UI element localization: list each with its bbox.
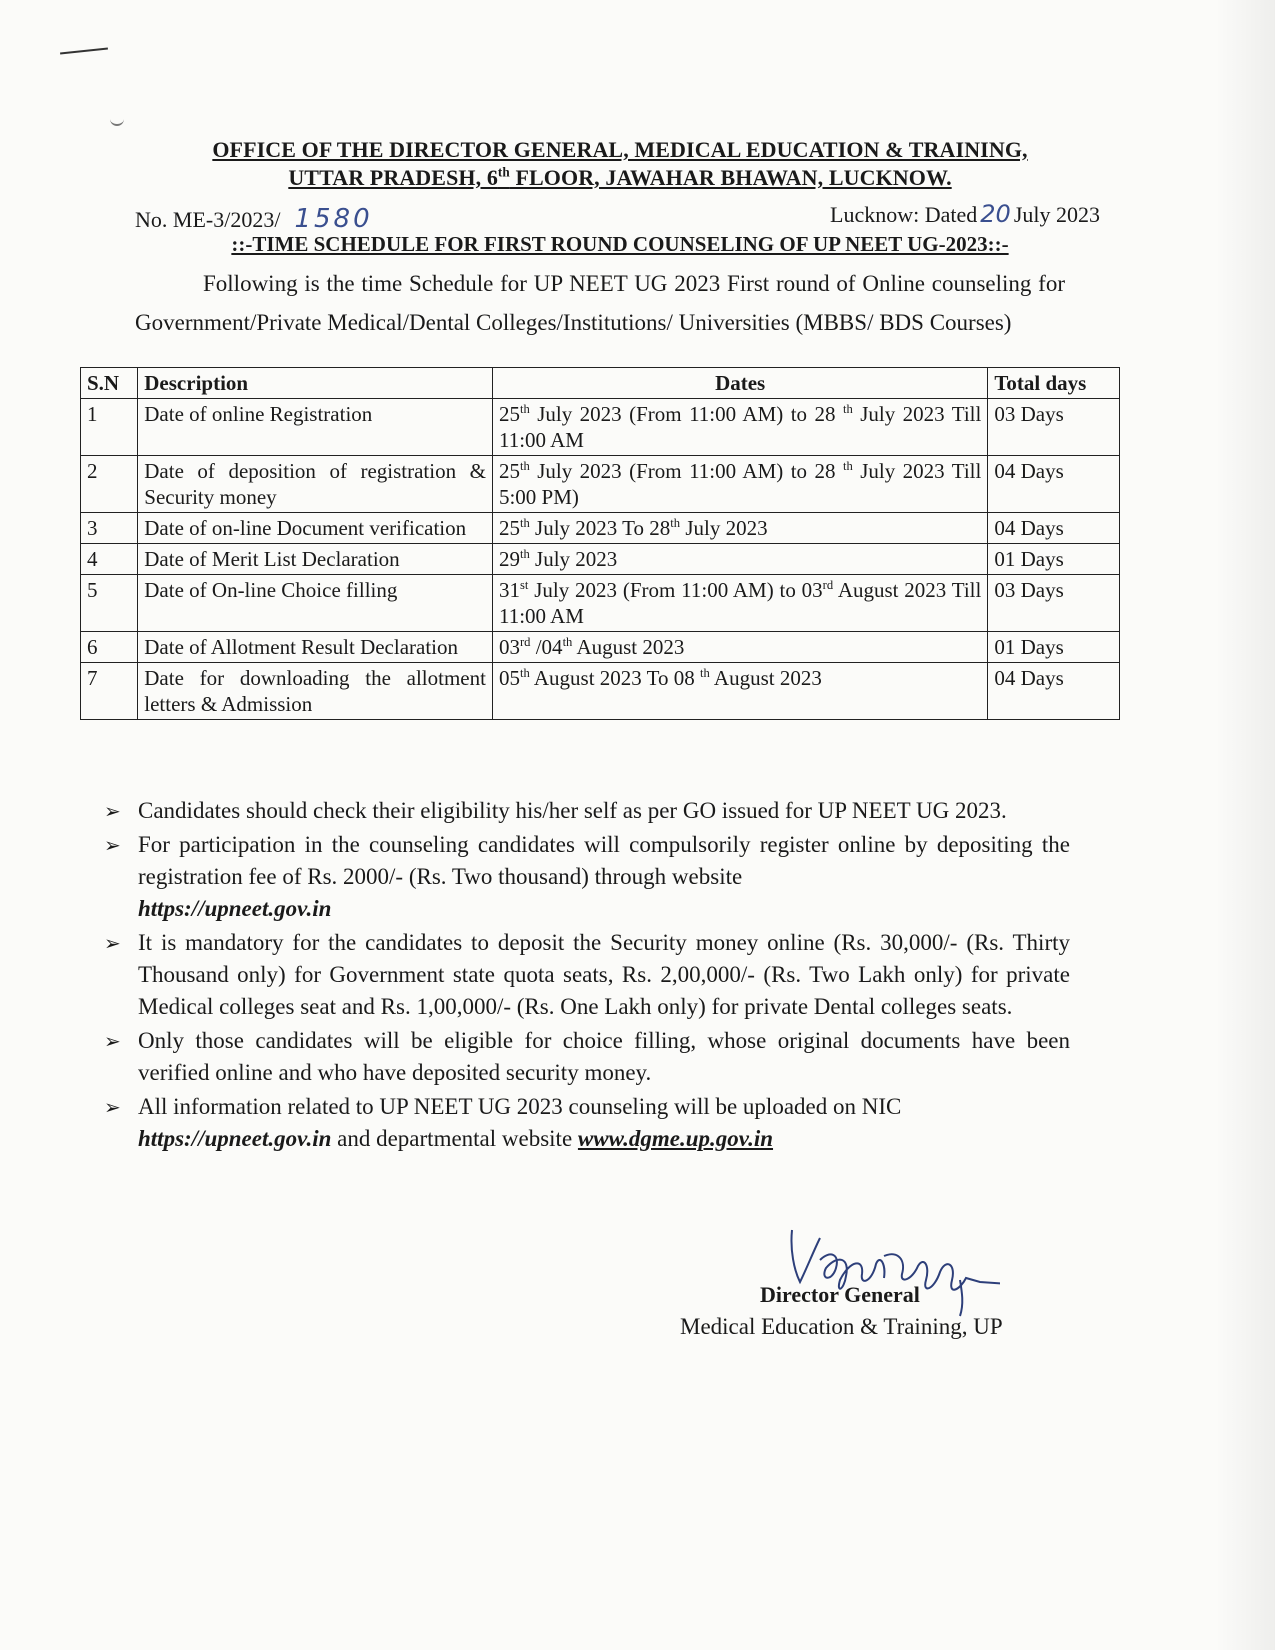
cell-sn: 4 bbox=[81, 544, 138, 575]
date-sup-1: rd bbox=[519, 635, 531, 649]
date-part-2: /04 bbox=[530, 635, 563, 659]
table-row bbox=[81, 513, 1120, 544]
cell-dates bbox=[492, 663, 987, 720]
upneet-link-2[interactable]: https://upneet.gov.in bbox=[138, 1126, 332, 1151]
cell-description: Date of on-line Document verification bbox=[138, 513, 493, 544]
table-row bbox=[81, 544, 1120, 575]
list-item bbox=[100, 927, 1070, 1023]
bullet-1-text: Candidates should check their eligibility his/her self as per GO issued for UP NEET UG 2023. bbox=[138, 798, 1007, 823]
signatory-title: Director General bbox=[760, 1282, 920, 1307]
header-dates: Dates bbox=[492, 368, 987, 399]
arrowhead-bullet-icon: ➢ bbox=[104, 1095, 121, 1119]
date-part-1: 25 bbox=[498, 516, 520, 540]
header-total-days: Total days bbox=[988, 368, 1120, 399]
reference-date-rest: July 2023 bbox=[1013, 202, 1100, 227]
date-part-1: 03 bbox=[498, 635, 520, 659]
scan-edge-shadow bbox=[1215, 0, 1275, 1650]
schedule-table bbox=[80, 367, 1120, 720]
date-part-3: August 2023 Till 11:00 AM bbox=[498, 578, 982, 628]
header-sn: S.N bbox=[81, 368, 138, 399]
reference-number bbox=[135, 204, 373, 234]
date-sup-2: th bbox=[670, 516, 681, 530]
reference-number-label: No. ME-3/2023/ bbox=[135, 207, 281, 232]
intro-paragraph: Following is the time Schedule for UP NEET UG 2023 First round of Online counseling for Government/Private Medical/Dental Colleges/Institutions/ Universities (MBBS/ BDS Courses) bbox=[135, 271, 1065, 335]
cell-sn: 1 bbox=[81, 399, 138, 456]
cell-dates bbox=[492, 399, 987, 456]
date-sup-2: th bbox=[842, 459, 853, 473]
date-part-3: August 2023 bbox=[709, 666, 822, 690]
instructions-list bbox=[100, 795, 1070, 1157]
reference-line bbox=[135, 200, 1100, 234]
bullet-3-text: It is mandatory for the candidates to deposit the Security money online (Rs. 30,000/- (Rs. Thirty Thousand only) for Government state quota seats, Rs. 2,00,000/- (Rs. Two Lakh only) for private Medical colleges seat and Rs. 1,00,000/- (Rs. One Lakh only) for private Dental colleges seats. bbox=[138, 930, 1070, 1019]
date-part-1: 31 bbox=[498, 578, 520, 602]
date-sup-1: th bbox=[519, 666, 530, 680]
date-sup-2: th bbox=[700, 666, 710, 680]
list-item bbox=[100, 795, 1070, 827]
date-part-1: 25 bbox=[498, 402, 520, 426]
date-part-3: August 2023 bbox=[572, 635, 685, 659]
arrowhead-bullet-icon: ➢ bbox=[104, 799, 121, 823]
cell-dates bbox=[492, 544, 987, 575]
table-row bbox=[81, 575, 1120, 632]
date-part-3: July 2023 Till 5:00 PM) bbox=[498, 459, 982, 509]
cell-description: Date of deposition of registration & Security money bbox=[138, 456, 493, 513]
header-description: Description bbox=[138, 368, 493, 399]
date-part-1: 05 bbox=[498, 666, 520, 690]
cell-total-days: 04 Days bbox=[988, 456, 1120, 513]
dgme-website-link[interactable]: www.dgme.up.gov.in bbox=[577, 1126, 774, 1151]
cell-description: Date of Merit List Declaration bbox=[138, 544, 493, 575]
cell-dates bbox=[492, 632, 987, 663]
signatory-department: Medical Education & Training, UP bbox=[680, 1314, 1003, 1339]
cell-total-days: 03 Days bbox=[988, 399, 1120, 456]
cell-sn: 5 bbox=[81, 575, 138, 632]
date-part-2: July 2023 bbox=[529, 547, 618, 571]
list-item bbox=[100, 829, 1070, 925]
table-row bbox=[81, 399, 1120, 456]
table-row bbox=[81, 663, 1120, 720]
date-sup-2: th bbox=[842, 402, 853, 416]
bullet-5-mid: and departmental website bbox=[331, 1126, 578, 1151]
signature-block bbox=[680, 1220, 1100, 1360]
cell-total-days: 04 Days bbox=[988, 663, 1120, 720]
schedule-title: ::-TIME SCHEDULE FOR FIRST ROUND COUNSELING OF UP NEET UG-2023::- bbox=[231, 232, 1009, 256]
cell-total-days: 03 Days bbox=[988, 575, 1120, 632]
date-sup-2: th bbox=[562, 635, 573, 649]
date-part-1: 25 bbox=[498, 459, 520, 483]
table-header-row bbox=[81, 368, 1120, 399]
header-line-2-b: FLOOR, JAWAHAR BHAWAN, LUCKNOW. bbox=[509, 165, 952, 190]
cell-total-days: 01 Days bbox=[988, 632, 1120, 663]
table-row bbox=[81, 456, 1120, 513]
cell-dates bbox=[492, 513, 987, 544]
cell-total-days: 01 Days bbox=[988, 544, 1120, 575]
date-part-1: 29 bbox=[498, 547, 520, 571]
date-sup-1: th bbox=[519, 516, 530, 530]
date-part-2: July 2023 (From 11:00 AM) to 03 bbox=[528, 578, 823, 602]
date-part-2: July 2023 To 28 bbox=[529, 516, 671, 540]
reference-date-handwritten: 20 bbox=[980, 200, 1011, 228]
header-line-2-sup: th bbox=[497, 164, 510, 180]
date-sup-1: st bbox=[519, 578, 529, 592]
cell-sn: 3 bbox=[81, 513, 138, 544]
cell-description: Date for downloading the allotment letters & Admission bbox=[138, 663, 493, 720]
cell-description: Date of Allotment Result Declaration bbox=[138, 632, 493, 663]
header-line-1: OFFICE OF THE DIRECTOR GENERAL, MEDICAL EDUCATION & TRAINING, bbox=[212, 137, 1028, 162]
cell-dates bbox=[492, 456, 987, 513]
office-header bbox=[150, 136, 1090, 192]
list-item bbox=[100, 1025, 1070, 1089]
cell-description: Date of online Registration bbox=[138, 399, 493, 456]
cell-sn: 6 bbox=[81, 632, 138, 663]
date-part-3: July 2023 Till 11:00 AM bbox=[498, 402, 982, 452]
date-sup-2: rd bbox=[822, 578, 834, 592]
scan-pen-mark bbox=[60, 47, 108, 54]
bullet-5-text: All information related to UP NEET UG 2023 counseling will be uploaded on NIC bbox=[138, 1094, 902, 1119]
reference-number-handwritten: 1580 bbox=[294, 204, 373, 234]
date-part-2: July 2023 (From 11:00 AM) to 28 bbox=[529, 459, 843, 483]
list-item bbox=[100, 1091, 1070, 1155]
table-row bbox=[81, 632, 1120, 663]
date-part-2: August 2023 To 08 bbox=[529, 666, 701, 690]
reference-date-label: Lucknow: Dated bbox=[830, 202, 978, 227]
arrowhead-bullet-icon: ➢ bbox=[104, 931, 121, 955]
header-line-2 bbox=[150, 164, 1090, 192]
cell-sn: 2 bbox=[81, 456, 138, 513]
date-sup-1: th bbox=[519, 402, 530, 416]
date-sup-1: th bbox=[519, 459, 530, 473]
arrowhead-bullet-icon: ➢ bbox=[104, 1029, 121, 1053]
bullet-4-text: Only those candidates will be eligible for choice filling, whose original documents have been verified online and who have deposited security money. bbox=[138, 1028, 1070, 1085]
arrowhead-bullet-icon: ➢ bbox=[104, 833, 121, 857]
cell-description: Date of On-line Choice filling bbox=[138, 575, 493, 632]
upneet-link[interactable]: https://upneet.gov.in bbox=[138, 896, 332, 921]
date-sup-1: th bbox=[519, 547, 530, 561]
reference-date bbox=[830, 200, 1100, 228]
date-part-3: July 2023 bbox=[680, 516, 768, 540]
header-line-2-a: UTTAR PRADESH, 6 bbox=[288, 165, 498, 190]
date-part-2: July 2023 (From 11:00 AM) to 28 bbox=[529, 402, 843, 426]
cell-sn: 7 bbox=[81, 663, 138, 720]
bullet-2-text: For participation in the counseling candidates will compulsorily register online by depositing the registration fee of Rs. 2000/- (Rs. Two thousand) through website bbox=[138, 832, 1070, 889]
cell-total-days: 04 Days bbox=[988, 513, 1120, 544]
cell-dates bbox=[492, 575, 987, 632]
scan-hole-mark bbox=[110, 112, 124, 126]
